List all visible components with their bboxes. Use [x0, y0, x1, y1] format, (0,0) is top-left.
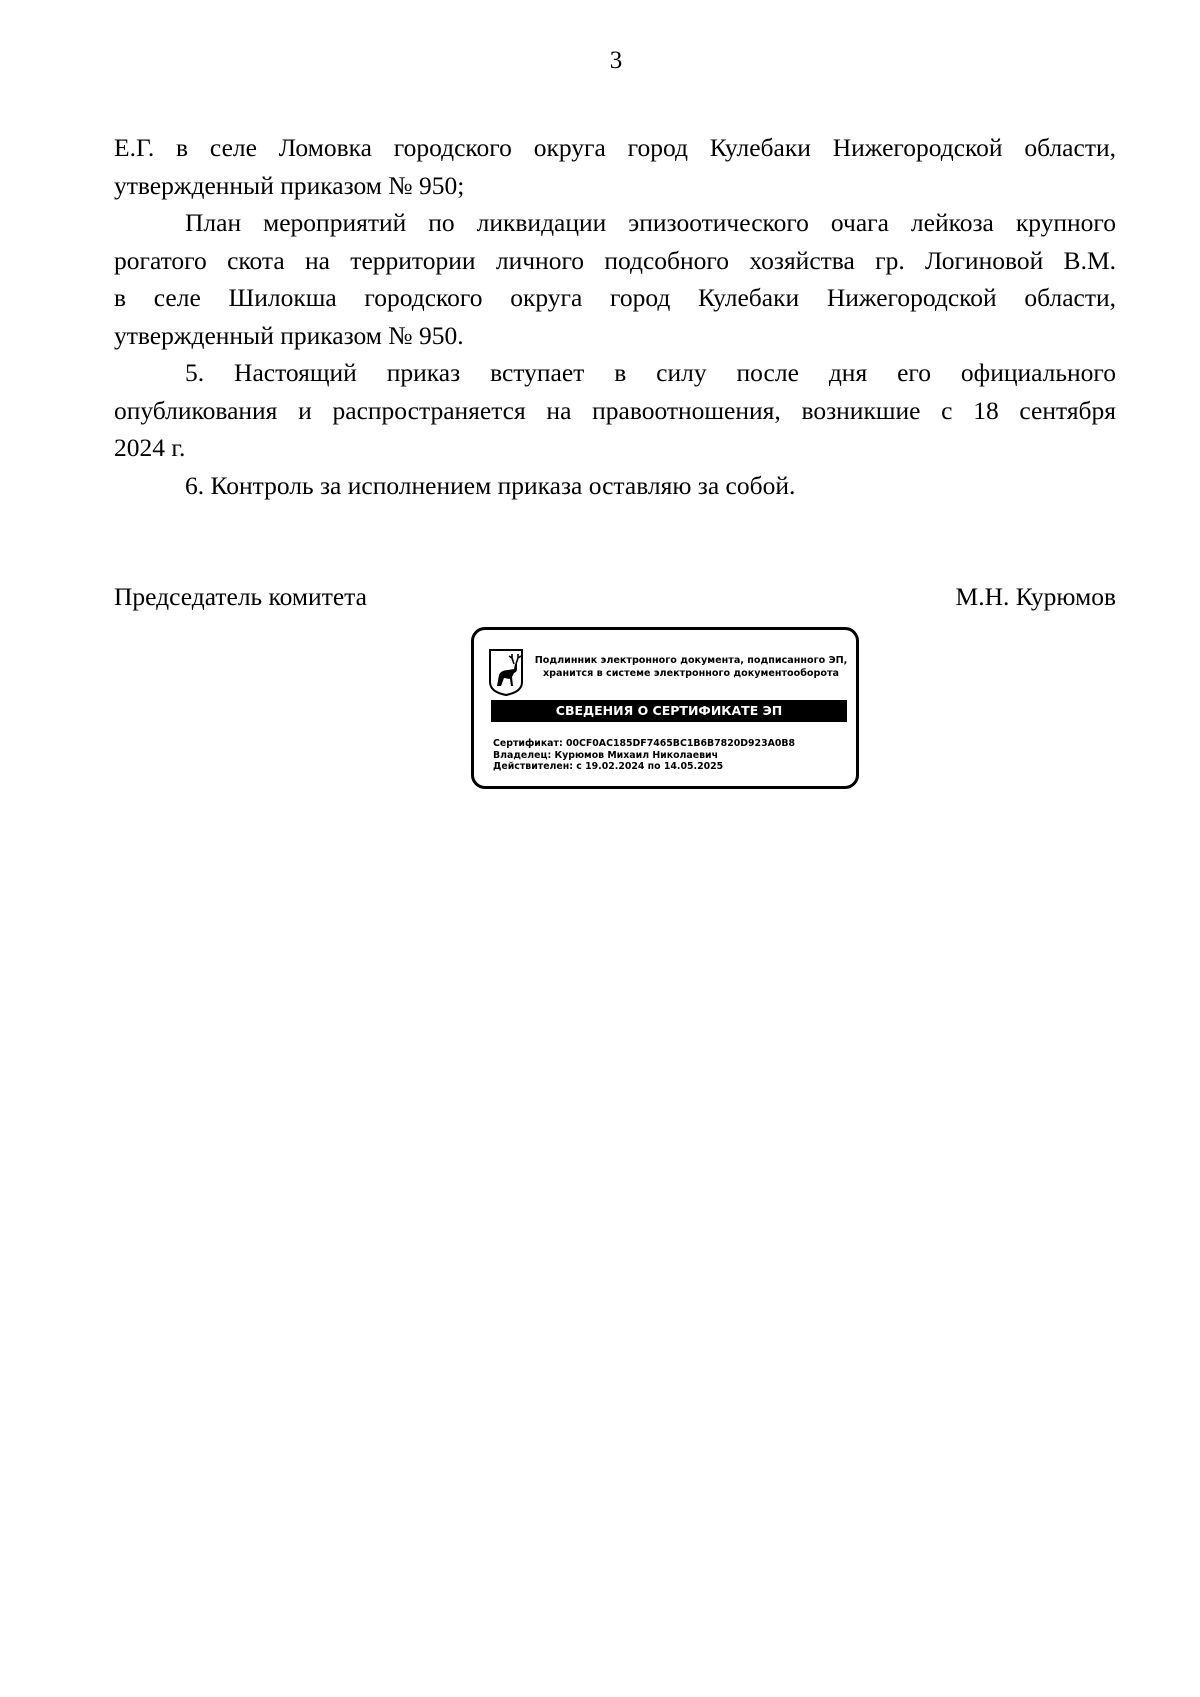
text-line: Е.Г. в селе Ломовка городского округа город Кулебаки Нижегородской области,: [114, 133, 1116, 162]
text-line: в селе Шилокша городского округа город Кулебаки Нижегородской области,: [114, 283, 1116, 312]
certificate-owner: Владелец: Курюмов Михаил Николаевич: [493, 749, 719, 761]
text-line: План мероприятий по ликвидации эпизоотического очага лейкоза крупного: [185, 208, 1116, 237]
text-line: 2024 г.: [114, 433, 186, 462]
deer-emblem-icon: [488, 648, 524, 696]
certificate-details: [493, 738, 848, 773]
text-line: 6. Контроль за исполнением приказа оставляю за собой.: [185, 470, 796, 500]
paragraph-continuation: [114, 129, 1116, 204]
page-number: 3: [609, 47, 623, 74]
text-line: 5. Настоящий приказ вступает в силу после дня его официального: [185, 358, 1116, 387]
text-line: опубликования и распространяется на правоотношения, возникшие с 18 сентября: [114, 395, 1116, 425]
certificate-number: Сертификат: 00CF0AC185DF7465BC1B6B7820D923A0B8: [493, 738, 796, 749]
text-line: рогатого скота на территории личного подсобного хозяйства гр. Логиновой В.М.: [114, 245, 1116, 275]
text-line: утвержденный приказом № 950;: [114, 170, 465, 200]
electronic-signature-stamp: [471, 627, 859, 789]
certificate-validity: Действителен: с 19.02.2024 по 14.05.2025: [493, 761, 724, 772]
signature-block: [114, 580, 1116, 614]
paragraph-item-6: [114, 467, 1116, 505]
certificate-info-bar: СВЕДЕНИЯ О СЕРТИФИКАТЕ ЭП: [491, 700, 847, 722]
document-body: [114, 129, 1116, 504]
signatory-name: М.Н. Курюмов: [955, 582, 1116, 611]
stamp-header-line: хранится в системе электронного документооборота: [542, 668, 840, 679]
text-line: утвержденный приказом № 950.: [114, 320, 464, 350]
signatory-title: Председатель комитета: [114, 582, 367, 611]
stamp-header: [528, 654, 854, 680]
stamp-header-line: Подлинник электронного документа, подписанного ЭП,: [534, 655, 848, 666]
paragraph-plan-shiloksha: [114, 204, 1116, 354]
paragraph-item-5: [114, 354, 1116, 467]
